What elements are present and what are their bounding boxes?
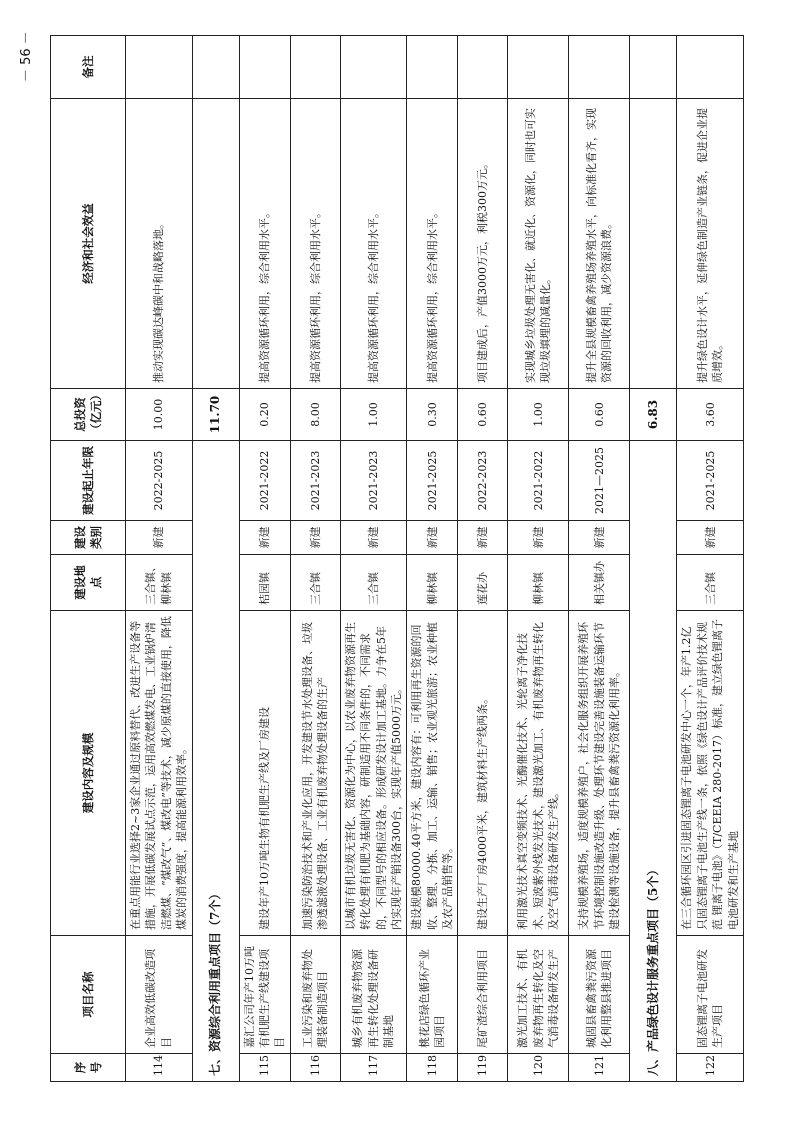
project-name: 城乡有机废弃物资源再生转化处理设备研制基地	[340, 936, 407, 1054]
section-empty-cell	[630, 36, 677, 99]
project-number: 116	[290, 1054, 340, 1082]
project-remark	[508, 36, 569, 99]
project-period: 2021-2025	[407, 441, 458, 521]
project-number: 121	[569, 1054, 630, 1082]
project-remark	[569, 36, 630, 99]
table-row	[458, 36, 508, 1082]
project-type: 新建	[508, 521, 569, 555]
project-remark	[340, 36, 407, 99]
header-content: 建设内容及规模	[51, 611, 126, 936]
project-content: 建设生产厂房4000平米，建筑材料生产线两条。	[458, 611, 508, 936]
header-remark: 备注	[51, 36, 126, 99]
project-period: 2021-2025	[677, 441, 744, 521]
project-name: 城固县畜禽粪污资源化利用整县推进项目	[569, 936, 630, 1054]
project-location: 三合镇	[340, 555, 407, 611]
project-location: 柳林镇	[407, 555, 458, 611]
project-type: 新建	[458, 521, 508, 555]
project-period: 2021-2022	[239, 441, 290, 521]
project-name: 激光加工技术、有机废弃物再生转化及空气消毒设备研发生产	[508, 936, 569, 1054]
project-investment: 0.30	[407, 389, 458, 441]
project-number: 119	[458, 1054, 508, 1082]
project-investment: 3.60	[677, 389, 744, 441]
section-empty-cell	[192, 36, 239, 99]
project-benefit: 提升全县规模畜禽养殖场养殖水平，向标准化看齐，实现资源的回收利用，减少资源浪费。	[569, 99, 630, 389]
section-title: 七、资源综合利用重点项目（7个）	[192, 441, 239, 1082]
project-location: 柳林镇	[508, 555, 569, 611]
project-location: 莲花办	[458, 555, 508, 611]
project-name: 工业污染和废弃物处理装备制造项目	[290, 936, 340, 1054]
project-content: 加速污染防治技术和产业化应用，开发建设节水处理设备、垃圾渗透滤液处理设备、工业有机废弃物处理设备的生产	[290, 611, 340, 936]
project-investment: 0.20	[239, 389, 290, 441]
project-name: 嘉汇公司年产10万吨有机肥生产线建设项目	[239, 936, 290, 1054]
project-number: 122	[677, 1054, 744, 1082]
table-header	[51, 36, 126, 1082]
section-empty-cell	[630, 99, 677, 389]
project-benefit: 推动实现碳达峰碳中和战略落地。	[126, 99, 193, 389]
project-period: 2022-2025	[126, 441, 193, 521]
project-period: 2021-2023	[290, 441, 340, 521]
project-location: 三合镇	[290, 555, 340, 611]
project-benefit: 项目建成后，产值3000万元，利税300万元。	[458, 99, 508, 389]
project-type: 新建	[290, 521, 340, 555]
project-number: 118	[407, 1054, 458, 1082]
project-number: 120	[508, 1054, 569, 1082]
table-row	[569, 36, 630, 1082]
project-type: 新建	[340, 521, 407, 555]
project-name: 企业高效低碳改造项目	[126, 936, 193, 1054]
header-location: 建设地点	[51, 555, 126, 611]
project-location: 三合镇	[677, 555, 744, 611]
project-location: 三合镇、柳林镇	[126, 555, 193, 611]
section-investment: 11.70	[192, 389, 239, 441]
project-number: 117	[340, 1054, 407, 1082]
project-type: 新建	[126, 521, 193, 555]
project-remark	[407, 36, 458, 99]
project-location: 相关镇办	[569, 555, 630, 611]
project-type: 新建	[569, 521, 630, 555]
project-investment: 1.00	[508, 389, 569, 441]
project-benefit: 实现城乡垃圾处理无害化、就近化、资源化，同时也可实现垃圾填埋的减量化。	[508, 99, 569, 389]
header-name: 项目名称	[51, 936, 126, 1054]
project-number: 114	[126, 1054, 193, 1082]
project-content: 在三合循环园区引进固态锂离子电池研发中心一个，年产1.2亿只固态锂离子电池生产线一条，依照《绿色设计产品评价技术规范 锂离子电池》（T/CEEIA 280-2017）标准，建立绿色锂离子电池研发和生产基地	[677, 611, 744, 936]
table-row	[239, 36, 290, 1082]
project-content: 建设规模80000.40平方米，建设内容有：可利用再生资源的回收、整理、分拣、加工、运输、销售；农业观光旅游；农业种植及农产品销售等。	[407, 611, 458, 936]
project-type: 新建	[677, 521, 744, 555]
header-no: 序号	[51, 1054, 126, 1082]
project-investment: 10.00	[126, 389, 193, 441]
project-content: 利用激光技术真空变频技术、光酶催化技术、光轮离子净化技术、短波紫外线发光技术，建设激光加工、有机废弃物再生转化及空气消毒设备研发生产线。	[508, 611, 569, 936]
project-content: 以城市有机垃圾无害化、资源化为中心，以农业废弃物资源再生转化处理有机肥为基础内容，研制适用不同条件的，不同需求的，不同型号的相应设备。形成研发设计加工基地。力争在5年内实现年产销设备300台，实现年产值5000万元。	[340, 611, 407, 936]
project-investment: 0.60	[458, 389, 508, 441]
project-benefit: 提高资源循环利用，综合利用水平。	[239, 99, 290, 389]
project-table	[50, 35, 744, 1082]
project-period: 2021-2022	[508, 441, 569, 521]
project-content: 支持规模养殖场，适度规模养殖户，社会化服务组织开展养殖环节环境控制设施改造升级、处理环节建设完善设施装备运输环节建设检测等设施设备，提升县畜禽粪污资源化利用率。	[569, 611, 630, 936]
project-period: 2021—2025	[569, 441, 630, 521]
project-name: 桃花店绿色循环产业园项目	[407, 936, 458, 1054]
project-name: 固态锂离子电池研发生产项目	[677, 936, 744, 1054]
table-row	[340, 36, 407, 1082]
project-remark	[458, 36, 508, 99]
table-row	[677, 36, 744, 1082]
header-period: 建设起止年限	[51, 441, 126, 521]
header-type: 建设类别	[51, 521, 126, 555]
project-benefit: 提高资源循环利用，综合利用水平。	[407, 99, 458, 389]
section-row	[630, 36, 677, 1082]
table-row	[290, 36, 340, 1082]
project-remark	[677, 36, 744, 99]
project-location: 桔园镇	[239, 555, 290, 611]
table-body	[126, 36, 744, 1082]
header-benefit: 经济和社会效益	[51, 99, 126, 389]
project-investment: 8.00	[290, 389, 340, 441]
table-row	[407, 36, 458, 1082]
table-row	[508, 36, 569, 1082]
header-investment: 总投资（亿元）	[51, 389, 126, 441]
project-type: 新建	[407, 521, 458, 555]
project-benefit: 提高资源循环利用，综合利用水平。	[340, 99, 407, 389]
section-investment: 6.83	[630, 389, 677, 441]
project-period: 2021-2023	[340, 441, 407, 521]
project-benefit: 提升绿色设计水平，延伸绿色制造产业链条，促进企业提质增效。	[677, 99, 744, 389]
project-benefit: 提高资源循环利用，综合利用水平。	[290, 99, 340, 389]
project-remark	[126, 36, 193, 99]
project-name: 尾矿渣综合利用项目	[458, 936, 508, 1054]
section-row	[192, 36, 239, 1082]
section-empty-cell	[192, 99, 239, 389]
project-remark	[239, 36, 290, 99]
project-content: 在重点用能行业选择2~3家企业通过原料替代、改进生产设备等措施，开展低碳发展试点示范，运用高效燃煤发电、工业锅炉清洁燃煤、“煤改气”、煤改电”等技术，减少原煤的直接使用，降低煤炭的消费强度，提高能源利用效率。	[126, 611, 193, 936]
project-remark	[290, 36, 340, 99]
project-number: 115	[239, 1054, 290, 1082]
page-number: － 56 －	[19, 31, 34, 82]
table-row	[126, 36, 193, 1082]
project-investment: 0.60	[569, 389, 630, 441]
project-investment: 1.00	[340, 389, 407, 441]
section-title: 八、产品绿色设计服务重点项目（5个）	[630, 441, 677, 1082]
project-type: 新建	[239, 521, 290, 555]
project-content: 建设年产10万吨生物有机肥生产线及厂房建设	[239, 611, 290, 936]
project-period: 2022-2023	[458, 441, 508, 521]
